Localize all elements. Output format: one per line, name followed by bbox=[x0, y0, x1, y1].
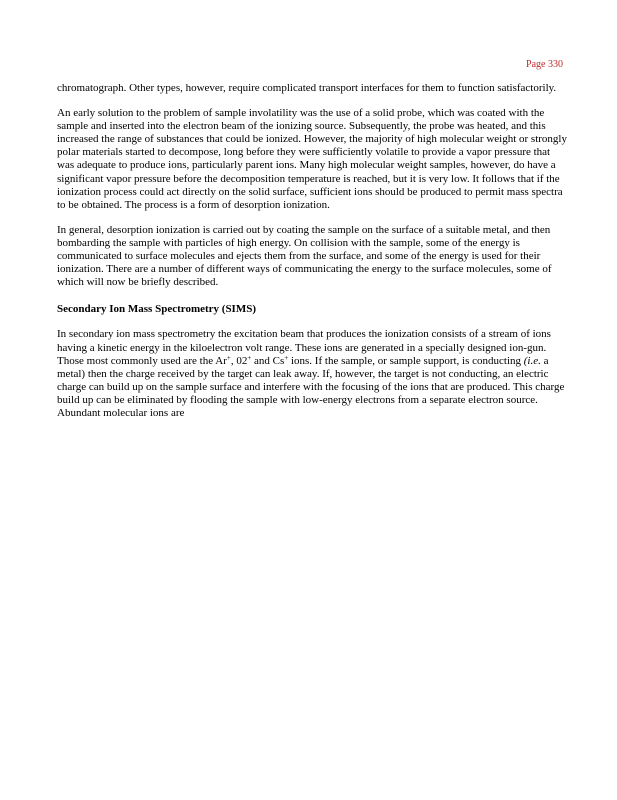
paragraph-1: chromatograph. Other types, however, require complicated transport interfaces for them to function satisfactorily. bbox=[57, 82, 557, 94]
sims-text-3: and Cs bbox=[251, 354, 285, 367]
paragraph-2: An early solution to the problem of sample involatility was the use of a solid probe, which was coated with the sample and inserted into the electron beam of the ionizing source. Subsequently, the probe was heated, and this increased the range of substances that could be ionized. However, the majority of high molecular weight or strongly polar materials started to decompose, long before they were sufficiently volatile to provide a vapor pressure that was adequate to produce ions, particularly parent ions. Many high molecular weight samples, however, do have a significant vapor pressure before the decomposition temperature is reached, but it is very low. It follows that if the ionization process could act directly on the solid surface, sufficient ions should be produced to permit mass spectra to be obtained. The process is a form of desorption ionization. bbox=[57, 107, 567, 211]
section-heading: Secondary Ion Mass Spectrometry (SIMS) bbox=[57, 303, 257, 316]
sims-paragraph bbox=[57, 328, 569, 420]
page-body bbox=[57, 82, 569, 432]
page-number: Page 330 bbox=[526, 59, 563, 70]
sims-text-2: , 02 bbox=[230, 354, 248, 367]
superscript-plus: + bbox=[226, 353, 231, 362]
superscript-plus: + bbox=[284, 353, 289, 362]
sims-text-1: In secondary ion mass spectrometry the excitation beam that produces the ionization consists of a stream of ions having a kinetic energy in the kiloelectron volt range. These ions are generated in a specially designed ion-gun. Those most commonly used are the Ar bbox=[57, 328, 551, 367]
italic-ie: (i.e. bbox=[523, 354, 541, 367]
sims-text-5: a metal) then the charge received by the target can leak away. If, however, the target is not conducting, an electric charge can build up on the sample surface and interfere with the focusing of the ions that are produced. This charge build up can be eliminated by flooding the sample with low-energy electrons from a separate electron source. Abundant molecular ions are bbox=[57, 354, 565, 419]
paragraph-3: In general, desorption ionization is carried out by coating the sample on the surface of a suitable metal, and then bombarding the sample with particles of high energy. On collision with the sample, some of the energy is communicated to surface molecules and ejects them from the surface, and some of the energy is used for their ionization. There are a number of different ways of communicating the energy to the surface molecules, some of which will now be briefly described. bbox=[57, 223, 552, 289]
superscript-plus: + bbox=[247, 353, 252, 362]
sims-text-4: ions. If the sample, or sample support, is conducting bbox=[288, 354, 524, 367]
